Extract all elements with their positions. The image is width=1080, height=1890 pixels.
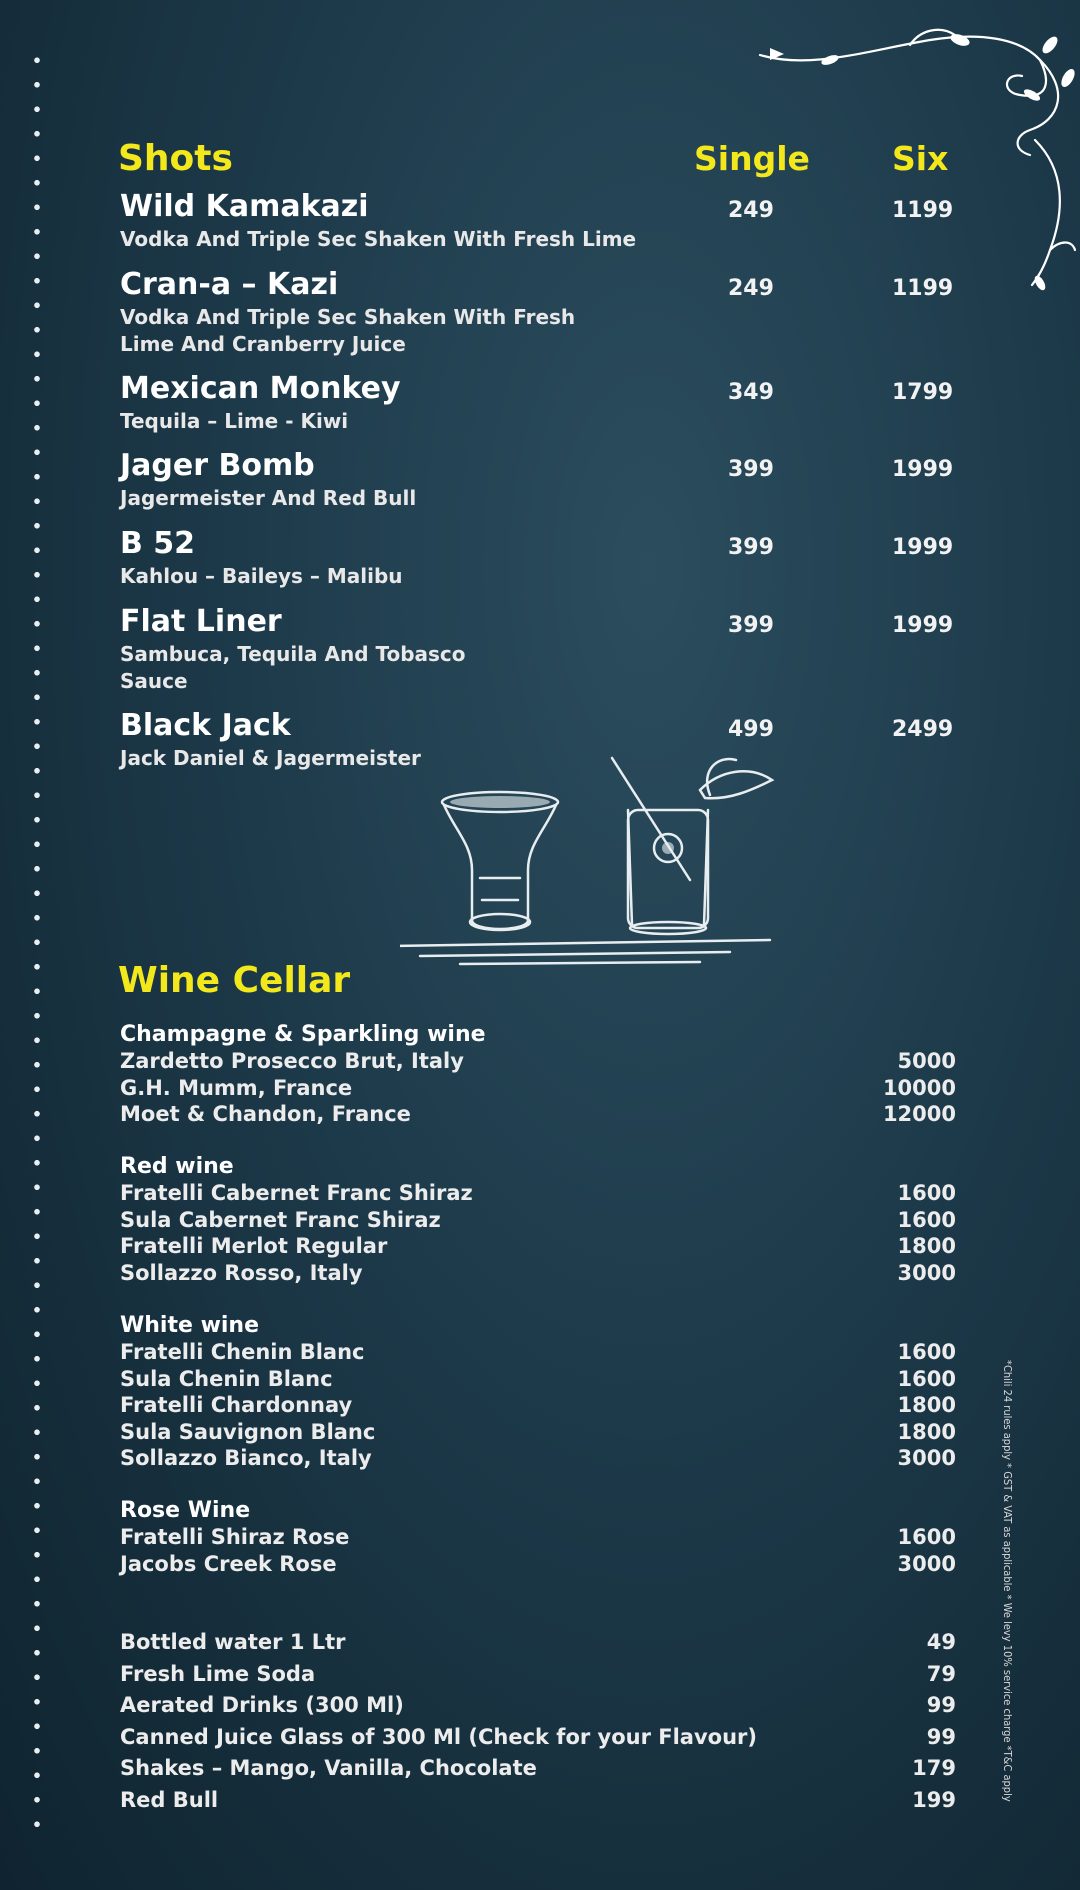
item-name: Sula Chenin Blanc	[120, 1366, 333, 1391]
list-item	[120, 1075, 956, 1102]
list-item	[120, 1524, 956, 1551]
item-price: 1600	[897, 1207, 956, 1232]
price-six: 1199	[892, 198, 954, 223]
item-name: Fratelli Chardonnay	[120, 1393, 353, 1417]
item-name: Red Bull	[120, 1787, 219, 1812]
shot-name: Jager Bomb	[120, 448, 315, 483]
list-item	[120, 1722, 956, 1754]
item-name: Sula Sauvignon Blanc	[120, 1419, 376, 1444]
list-item	[120, 1785, 956, 1817]
item-price: 1600	[897, 1340, 956, 1364]
dotted-border	[33, 48, 41, 1828]
item-name: Canned Juice Glass of 300 Ml (Check for your Flavour)	[120, 1724, 758, 1749]
item-price: 10000	[882, 1075, 956, 1100]
shot-name: B 52	[120, 526, 196, 561]
wine-group-title: White wine	[120, 1313, 260, 1338]
shot-description: Vodka And Triple Sec Shaken With Fresh Lime And Cranberry Juice	[120, 305, 576, 356]
beverages-list	[120, 1627, 956, 1816]
item-price: 3000	[897, 1551, 956, 1576]
shot-description: Sambuca, Tequila And Tobasco Sauce	[120, 642, 466, 693]
item-name: G.H. Mumm, France	[120, 1075, 353, 1100]
item-name: Jacobs Creek Rose	[120, 1551, 337, 1576]
list-item	[120, 1260, 956, 1287]
price-six: 1999	[892, 457, 954, 482]
list-item	[120, 1627, 956, 1659]
item-price: 1600	[897, 1181, 956, 1205]
item-price: 99	[926, 1693, 956, 1717]
item-price: 199	[912, 1787, 956, 1812]
item-price: 79	[926, 1661, 956, 1686]
item-name: Moet & Chandon, France	[120, 1102, 411, 1126]
price-single: 249	[728, 198, 774, 223]
item-name: Sollazzo Bianco, Italy	[120, 1446, 372, 1470]
section-title-wine-cellar: Wine Cellar	[118, 960, 351, 1001]
shot-item	[120, 449, 960, 512]
shot-name: Wild Kamakazi	[120, 189, 369, 224]
wine-group-red	[120, 1154, 956, 1286]
item-price: 99	[926, 1724, 956, 1749]
item-name: Fresh Lime Soda	[120, 1661, 316, 1686]
price-six: 1199	[892, 276, 954, 301]
wine-group-rose	[120, 1498, 956, 1577]
wine-group-title: Rose Wine	[120, 1498, 251, 1523]
list-item	[120, 1690, 956, 1722]
item-price: 1600	[897, 1366, 956, 1391]
list-item	[120, 1048, 956, 1075]
price-single: 249	[728, 276, 774, 301]
shot-name: Flat Liner	[120, 604, 282, 639]
item-name: Aerated Drinks (300 Ml)	[120, 1693, 404, 1717]
shot-item	[120, 372, 960, 435]
shot-glasses-illustration	[400, 750, 780, 980]
shot-description: Tequila – Lime - Kiwi	[120, 409, 349, 433]
list-item	[120, 1551, 956, 1578]
list-item	[120, 1233, 956, 1260]
shot-item	[120, 605, 960, 695]
item-price: 1800	[897, 1234, 956, 1258]
wine-group-white	[120, 1313, 956, 1472]
item-name: Sula Cabernet Franc Shiraz	[120, 1207, 441, 1232]
item-name: Sollazzo Rosso, Italy	[120, 1260, 363, 1285]
item-price: 1600	[897, 1525, 956, 1549]
side-note	[1000, 1360, 1014, 1802]
shot-name: Cran-a – Kazi	[120, 267, 339, 302]
shot-name: Mexican Monkey	[120, 371, 401, 406]
item-price: 12000	[882, 1102, 956, 1126]
price-six: 1799	[892, 380, 954, 405]
item-price: 1800	[897, 1393, 956, 1417]
list-item	[120, 1392, 956, 1419]
list-item	[120, 1339, 956, 1366]
list-item	[120, 1419, 956, 1446]
list-item	[120, 1207, 956, 1234]
price-single: 399	[728, 535, 774, 560]
wine-group-title: Champagne & Sparkling wine	[120, 1022, 486, 1047]
price-single: 399	[728, 613, 774, 638]
item-price: 49	[926, 1630, 956, 1654]
wine-group-sparkling	[120, 1022, 956, 1128]
list-item	[120, 1753, 956, 1785]
item-name: Fratelli Cabernet Franc Shiraz	[120, 1181, 473, 1205]
shot-description: Jack Daniel & Jagermeister	[120, 746, 421, 770]
shot-item	[120, 268, 960, 358]
shot-name: Black Jack	[120, 708, 291, 743]
price-single: 349	[728, 380, 774, 405]
list-item	[120, 1445, 956, 1472]
item-price: 1800	[897, 1419, 956, 1444]
item-name: Fratelli Chenin Blanc	[120, 1340, 365, 1364]
list-item	[120, 1659, 956, 1691]
price-six: 1999	[892, 613, 954, 638]
side-note-text: *Chili 24 rules apply * GST & VAT as applicable * We levy 10% service charge *T&C apply	[1001, 1360, 1014, 1802]
item-price: 5000	[897, 1049, 956, 1073]
shot-description: Kahlou – Baileys – Malibu	[120, 564, 403, 588]
wine-group-title: Red wine	[120, 1154, 234, 1179]
price-single: 499	[728, 717, 774, 742]
item-price: 179	[912, 1756, 956, 1780]
item-name: Zardetto Prosecco Brut, Italy	[120, 1049, 464, 1073]
shot-item	[120, 190, 960, 253]
item-name: Bottled water 1 Ltr	[120, 1630, 346, 1654]
column-header-single: Single	[694, 139, 810, 178]
list-item	[120, 1366, 956, 1393]
item-name: Shakes – Mango, Vanilla, Chocolate	[120, 1756, 537, 1780]
section-title-shots: Shots	[118, 138, 233, 179]
item-name: Fratelli Merlot Regular	[120, 1234, 388, 1258]
item-price: 3000	[897, 1260, 956, 1285]
shot-item	[120, 527, 960, 590]
price-six: 1999	[892, 535, 954, 560]
list-item	[120, 1180, 956, 1207]
shot-description: Vodka And Triple Sec Shaken With Fresh Lime	[120, 227, 637, 251]
price-six: 2499	[892, 717, 954, 742]
column-header-six: Six	[892, 139, 949, 178]
list-item	[120, 1101, 956, 1128]
price-single: 399	[728, 457, 774, 482]
item-name: Fratelli Shiraz Rose	[120, 1525, 350, 1549]
shot-description: Jagermeister And Red Bull	[120, 486, 417, 510]
item-price: 3000	[897, 1446, 956, 1470]
